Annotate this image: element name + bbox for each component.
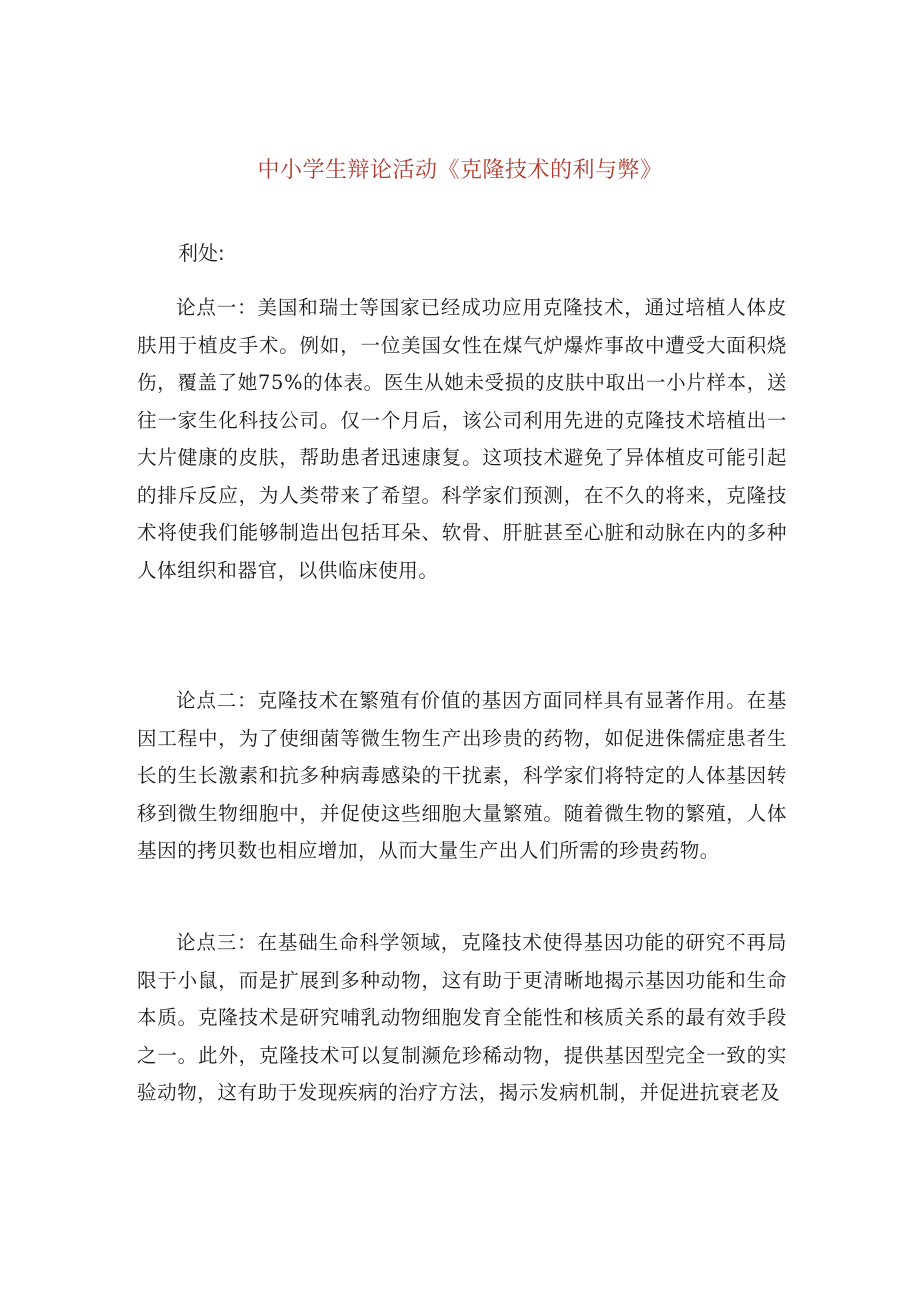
- argument-paragraph-2: 论点二：克隆技术在繁殖有价值的基因方面同样具有显著作用。在基因工程中，为了使细菌等微生物生产出珍贵的药物，如促进侏儒症患者生长的生长激素和抗多种病毒感染的干扰素，科学家们将特定的人体基因转移到微生物细胞中，并促使这些细胞大量繁殖。随着微生物的繁殖，人体基因的拷贝数也相应增加，从而大量生产出人们所需的珍贵药物。: [137, 689, 787, 862]
- argument-paragraph-3: 论点三：在基础生命科学领域，克隆技术使得基因功能的研究不再局限于小鼠，而是扩展到多种动物，这有助于更清晰地揭示基因功能和生命本质。克隆技术是研究哺乳动物细胞发育全能性和核质关系的最有效手段之一。此外，克隆技术可以复制濒危珍稀动物，提供基因型完全一致的实验动物，这有助于发现疾病的治疗方法，揭示发病机制，并促进抗衰老及: [137, 931, 787, 1104]
- argument-paragraph-1: 论点一：美国和瑞士等国家已经成功应用克隆技术，通过培植人体皮肤用于植皮手术。例如，一位美国女性在煤气炉爆炸事故中遭受大面积烧伤，覆盖了她75%的体表。医生从她未受损的皮肤中取出一小片样本，送往一家生化科技公司。仅一个月后，该公司利用先进的克隆技术培植出一大片健康的皮肤，帮助患者迅速康复。这项技术避免了异体植皮可能引起的排斥反应，为人类带来了希望。科学家们预测，在不久的将来，克隆技术将使我们能够制造出包括耳朵、软骨、肝脏甚至心脏和动脉在内的多种人体组织和器官，以供临床使用。: [137, 296, 787, 582]
- document-title: 中小学生辩论活动《克隆技术的利与弊》: [257, 158, 663, 183]
- section-label-advantages: 利处:: [178, 241, 225, 265]
